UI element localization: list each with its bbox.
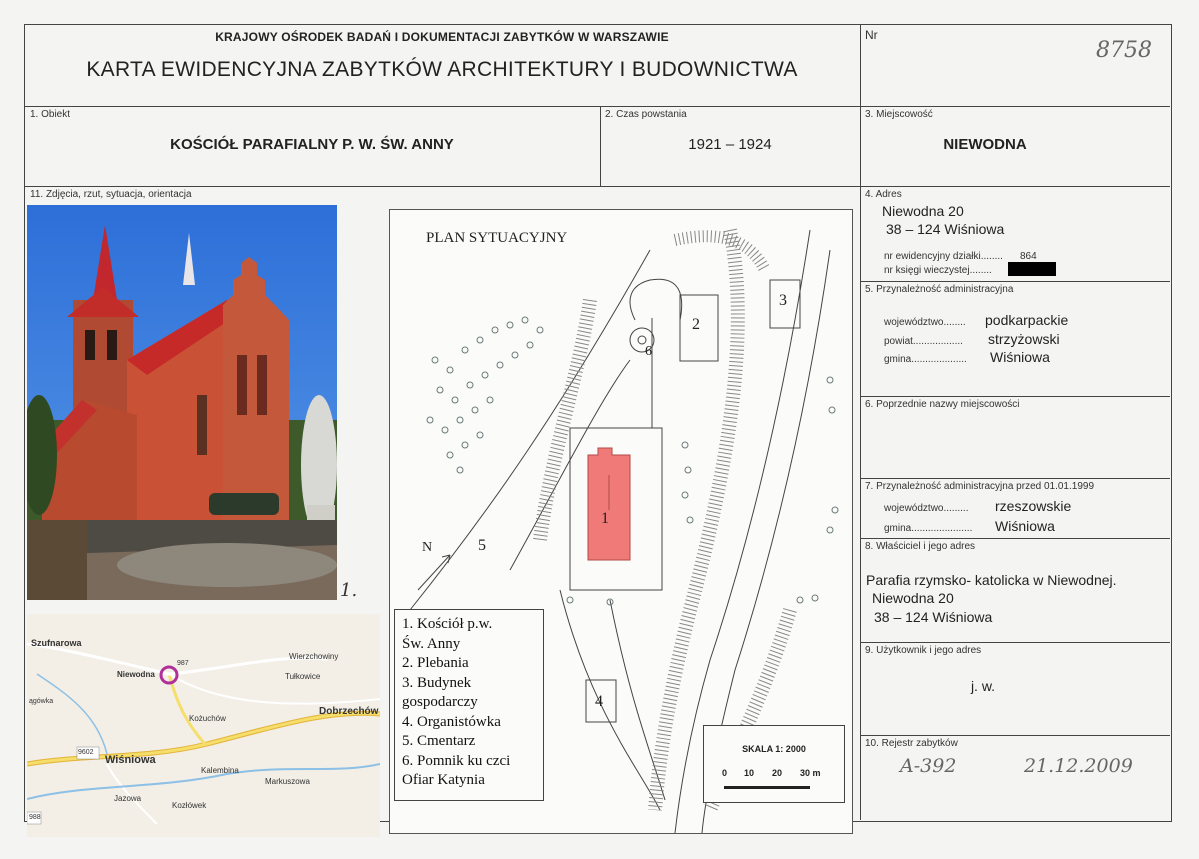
poprzednie-label: 6. Poprzednie nazwy miejscowości (865, 399, 1020, 410)
map-place-jazowa: Jazowa (114, 794, 142, 803)
nr-label: Nr (865, 28, 878, 42)
map-road-number-988: 988 (29, 814, 41, 821)
legend-item: gospodarczy (402, 694, 478, 710)
legend-item: Ofiar Katynia (402, 772, 485, 788)
map-road-number-987: 987 (177, 660, 189, 667)
adres-bottom-line (860, 281, 1170, 282)
obiekt-label: 1. Obiekt (30, 109, 71, 120)
woj-label: województwo........ (884, 317, 966, 328)
plan-title: PLAN SYTUACYJNY (426, 230, 568, 246)
scale-title: SKALA 1: 2000 (742, 744, 806, 754)
nr-value: 8758 (1096, 38, 1152, 63)
scale-tick-0: 0 (722, 768, 728, 778)
uzytkownik-value: j. w. (970, 678, 996, 694)
site-plan (389, 209, 853, 834)
rejestr-date: 21.12.2009 (1024, 755, 1133, 777)
przed1999-label: 7. Przynależność administracyjna przed 01.01.1999 (865, 481, 1095, 492)
legend-item: 4. Organistówka (402, 713, 501, 730)
scale-tick-10: 10 (744, 768, 755, 778)
scale-box (703, 725, 845, 803)
card-title: KARTA EWIDENCYJNA ZABYTKÓW ARCHITEKTURY I BUDOWNICTWA (86, 58, 798, 81)
map-place-kozuchow: Kożuchów (189, 714, 226, 723)
przed1999-woj-value: rzeszowskie (995, 498, 1072, 514)
czas-value: 1921 – 1924 (688, 136, 772, 153)
plan-north-label: N (422, 540, 433, 555)
obiekt-value: KOŚCIÓŁ PARAFIALNY P. W. ŚW. ANNY (170, 136, 454, 153)
uzytkownik-bottom-line (860, 735, 1170, 736)
legend-item: 1. Kościół p.w. (402, 616, 493, 632)
row1-bottom-line (24, 186, 1170, 187)
map-place-dobrzechow: Dobrzechów (319, 706, 379, 717)
przed1999-gmina-label: gmina...................... (884, 523, 973, 534)
powiat-value: strzyżowski (988, 331, 1060, 347)
dzialka-label: nr ewidencyjny działki........ (884, 251, 1003, 262)
legend-item: Św. Anny (402, 635, 461, 652)
legend-item: 3. Budynek (402, 674, 472, 691)
uzytkownik-label: 9. Użytkownik i jego adres (865, 645, 982, 656)
plan-number-4: 4 (595, 693, 603, 710)
dzialka-value: 864 (1020, 251, 1037, 262)
plan-legend (394, 609, 544, 801)
legend-item: 5. Cmentarz (402, 733, 476, 749)
plan-number-6: 6 (645, 344, 652, 359)
miejscowosc-label: 3. Miejscowość (865, 109, 933, 120)
czas-label: 2. Czas powstania (605, 109, 687, 120)
adres-line2: 38 – 124 Wiśniowa (886, 221, 1005, 237)
woj-value: podkarpackie (985, 312, 1069, 328)
przynaleznosc-label: 5. Przynależność administracyjna (865, 284, 1014, 295)
ksiega-label: nr księgi wieczystej........ (884, 265, 992, 276)
wlasciciel-line2: Niewodna 20 (872, 590, 954, 606)
header-divider (860, 24, 861, 106)
przed1999-gmina-value: Wiśniowa (995, 518, 1055, 534)
plan-number-2: 2 (692, 316, 700, 333)
map-place-agowka: ągówka (29, 698, 54, 705)
plan-number-3: 3 (779, 292, 787, 309)
map-place-kalembina: Kalembina (201, 766, 239, 775)
map-place-kozlowek: Kozłówek (172, 801, 207, 810)
adres-line1: Niewodna 20 (882, 203, 964, 219)
rejestr-number: A-392 (900, 755, 957, 777)
adres-label: 4. Adres (865, 189, 902, 200)
gmina-label: gmina.................... (884, 354, 967, 365)
row1-divider-b (860, 106, 861, 820)
wlasciciel-line3: 38 – 124 Wiśniowa (874, 609, 993, 625)
wlasciciel-bottom-line (860, 642, 1170, 643)
przed1999-woj-label: województwo......... (884, 503, 969, 514)
church-photo (27, 205, 337, 600)
plan-number-5: 5 (478, 537, 486, 554)
scale-bar (724, 786, 810, 789)
map-place-szufnarowa: Szufnarowa (31, 638, 82, 648)
zdjecia-label: 11. Zdjęcia, rzut, sytuacja, orientacja (30, 189, 192, 200)
map-road-number-9602: 9602 (78, 749, 94, 756)
scale-tick-20: 20 (772, 768, 783, 778)
ksiega-redacted (1008, 262, 1056, 276)
map-place-niewodna: Niewodna (117, 670, 155, 679)
map-place-markuszowa: Markuszowa (265, 777, 310, 786)
rejestr-label: 10. Rejestr zabytków (865, 738, 958, 749)
gmina-value: Wiśniowa (990, 349, 1050, 365)
map-place-wierzchowiny: Wierzchowiny (289, 652, 339, 661)
poprzednie-bottom-line (860, 478, 1170, 479)
miejscowosc-value: NIEWODNA (943, 136, 1027, 153)
location-map (27, 614, 380, 837)
wlasciciel-line1: Parafia rzymsko- katolicka w Niewodnej. (866, 572, 1117, 588)
legend-item: 6. Pomnik ku czci (402, 752, 511, 769)
powiat-label: powiat.................. (884, 336, 963, 347)
wlasciciel-label: 8. Właściciel i jego adres (865, 541, 976, 552)
institution-name: KRAJOWY OŚRODEK BADAŃ I DOKUMENTACJI ZABYTKÓW W WARSZAWIE (215, 30, 669, 44)
przynaleznosc-bottom-line (860, 396, 1170, 397)
plan-number-1: 1 (601, 510, 609, 527)
photo-number: 1. (340, 580, 358, 601)
map-place-wisniowa: Wiśniowa (105, 754, 156, 766)
legend-item: 2. Plebania (402, 655, 469, 671)
scale-tick-30: 30 m (800, 768, 821, 778)
header-bottom-line (24, 106, 1170, 107)
map-place-tulkowice: Tułkowice (285, 672, 321, 681)
przed1999-bottom-line (860, 538, 1170, 539)
